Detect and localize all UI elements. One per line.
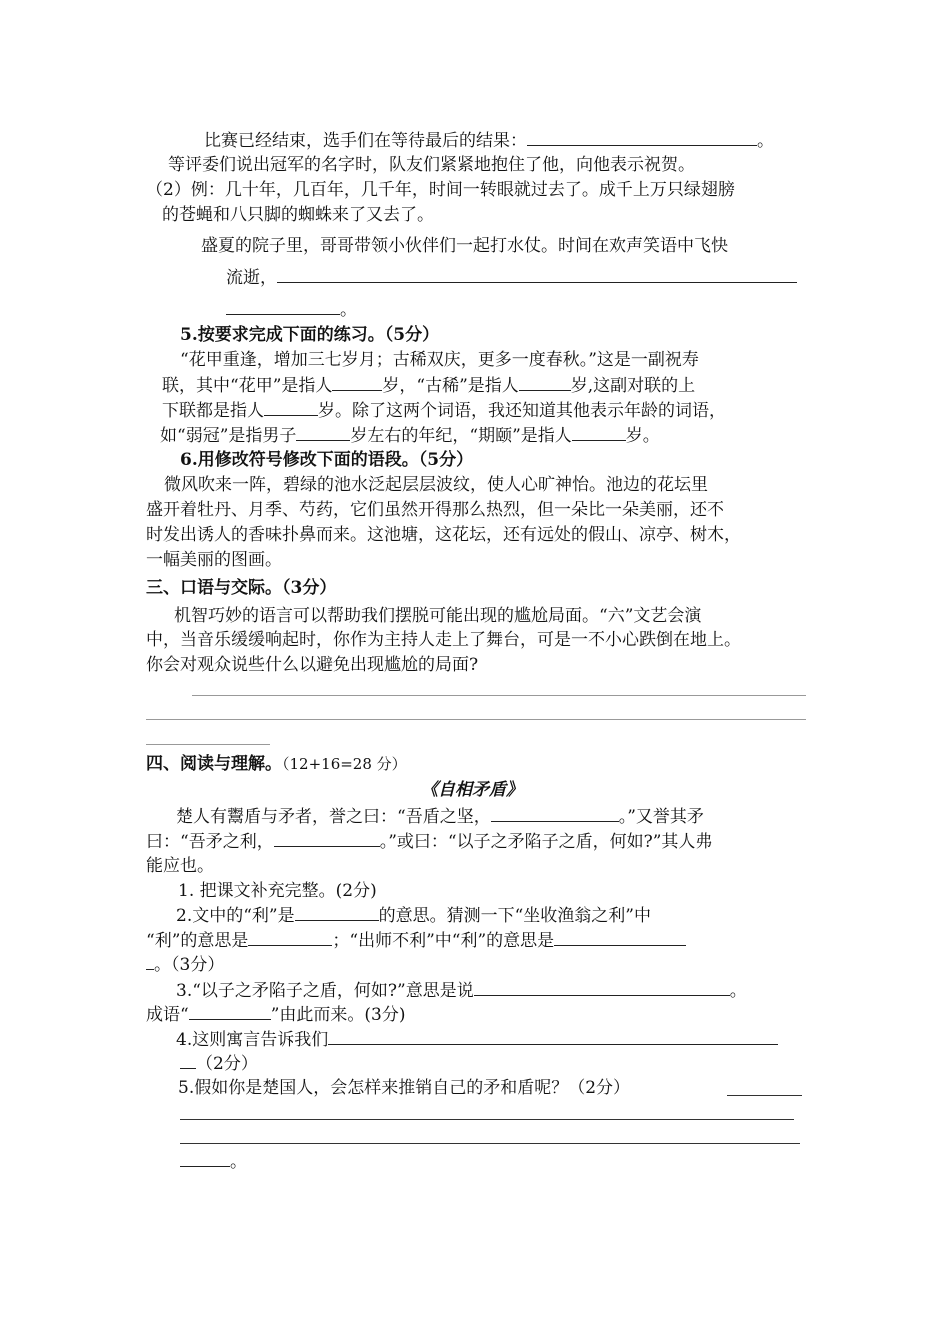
q4-example2-line3: 盛夏的院子里，哥哥带领小伙伴们一起打水仗。时间在欢声笑语中飞快: [201, 236, 728, 256]
answer-blank[interactable]: [491, 805, 619, 822]
answer-line[interactable]: [727, 1095, 802, 1096]
q6-line1: 微风吹来一阵，碧绿的池水泛起层层波纹，使人心旷神怡。池边的花坛里: [164, 475, 708, 495]
answer-blank[interactable]: [474, 979, 730, 996]
answer-blank[interactable]: [180, 1150, 230, 1167]
section3-line3: 你会对观众说些什么以避免出现尴尬的局面?: [146, 655, 479, 675]
answer-blank[interactable]: [248, 929, 332, 946]
section3-line2: 中，当音乐缓缓响起时，你作为主持人走上了舞台，可是一不小心跌倒在地上。: [146, 630, 741, 650]
answer-blank[interactable]: [189, 1003, 271, 1020]
q5-heading: 5.按要求完成下面的练习。（5分）: [180, 325, 440, 345]
question5-line1: 5.假如你是楚国人，会怎样来推销自己的矛和盾呢？（2分）: [178, 1078, 631, 1098]
section3-line1: 机智巧妙的语言可以帮助我们摆脱可能出现的尴尬局面。“六”文艺会演: [174, 606, 702, 626]
answer-blank[interactable]: [274, 830, 380, 847]
section4-heading: 四、阅读与理解。（12+16=28 分）: [146, 754, 407, 774]
question4-line2: （2分）: [180, 1052, 258, 1074]
q4-example2-line2: 的苍蝇和八只脚的蜘蛛来了又去了。: [162, 205, 434, 225]
answer-blank[interactable]: [572, 424, 626, 441]
q5-line4: 如“弱冠”是指男子 岁左右的年纪，“期颐”是指人 岁。: [160, 426, 660, 446]
q4-example2-line5: 。: [226, 298, 357, 320]
q6-line4: 一幅美丽的图画。: [146, 550, 282, 570]
passage-line2: 曰：“吾矛之利， 。”或曰：“以子之矛陷子之盾，何如?”其人弗: [146, 832, 713, 852]
question3-line2: 成语“ ”由此而来。(3分): [146, 1005, 406, 1025]
answer-blank[interactable]: [519, 374, 571, 391]
q4-example2-line4: 流逝，: [226, 266, 797, 288]
answer-blank[interactable]: [226, 298, 340, 315]
answer-blank[interactable]: [295, 904, 379, 921]
passage-line1: 楚人有鬻盾与矛者，誉之曰：“吾盾之坚， 。”又誉其矛: [176, 807, 704, 827]
passage-line3: 能应也。: [146, 856, 214, 876]
answer-line[interactable]: [180, 1143, 800, 1144]
question4-line1: 4.这则寓言告诉我们: [176, 1028, 778, 1050]
question3-line1: 3.“以子之矛陷子之盾，何如?”意思是说 。: [176, 981, 747, 1001]
answer-line[interactable]: [180, 1119, 794, 1120]
answer-blank[interactable]: [146, 953, 154, 970]
q5-line2: 联，其中“花甲”是指人 岁，“古稀”是指人 岁,这副对联的上: [162, 376, 696, 396]
answer-blank[interactable]: [277, 266, 797, 283]
q4-example2-line1: （2）例：几十年，几百年，几千年，时间一转眼就过去了。成千上万只绿翅膀: [146, 180, 735, 200]
answer-blank[interactable]: [554, 929, 686, 946]
answer-line[interactable]: [192, 695, 806, 696]
q5-line3: 下联都是指人 岁。除了这两个词语，我还知道其他表示年龄的词语，: [162, 401, 726, 421]
question5-line-end: 。: [180, 1150, 247, 1172]
answer-blank[interactable]: [328, 1028, 778, 1045]
answer-blank[interactable]: [332, 374, 382, 391]
answer-line[interactable]: [146, 719, 806, 720]
section3-heading: 三、口语与交际。（3分）: [146, 578, 337, 598]
q5-line1: “花甲重逢，增加三七岁月；古稀双庆，更多一度春秋。”这是一副祝寿: [180, 350, 699, 370]
q4-example1-line1: 比赛已经结束，选手们在等待最后的结果： 。: [204, 131, 774, 151]
passage-title: 《自相矛盾》: [421, 780, 523, 800]
answer-blank[interactable]: [527, 129, 757, 146]
q6-line2: 盛开着牡丹、月季、芍药，它们虽然开得那么热烈，但一朵比一朵美丽，还不: [146, 500, 724, 520]
question2-line2: “利”的意思是 ；“出师不利”中“利”的意思是: [146, 929, 686, 951]
question1: 1. 把课文补充完整。(2分): [178, 881, 377, 901]
q4-example1-line2: 等评委们说出冠军的名字时，队友们紧紧地抱住了他，向他表示祝贺。: [168, 155, 695, 175]
answer-blank[interactable]: [180, 1052, 196, 1069]
q6-line3: 时发出诱人的香味扑鼻而来。这池塘，这花坛，还有远处的假山、凉亭、树木，: [146, 525, 741, 545]
answer-blank[interactable]: [264, 399, 318, 416]
answer-blank[interactable]: [296, 424, 350, 441]
q6-heading: 6.用修改符号修改下面的语段。（5分）: [180, 450, 474, 470]
answer-line[interactable]: [146, 744, 270, 745]
question2-line1: 2.文中的“利”是 的意思。猜测一下“坐收渔翁之利”中: [176, 906, 651, 926]
question2-line3: 。（3分）: [146, 953, 224, 975]
